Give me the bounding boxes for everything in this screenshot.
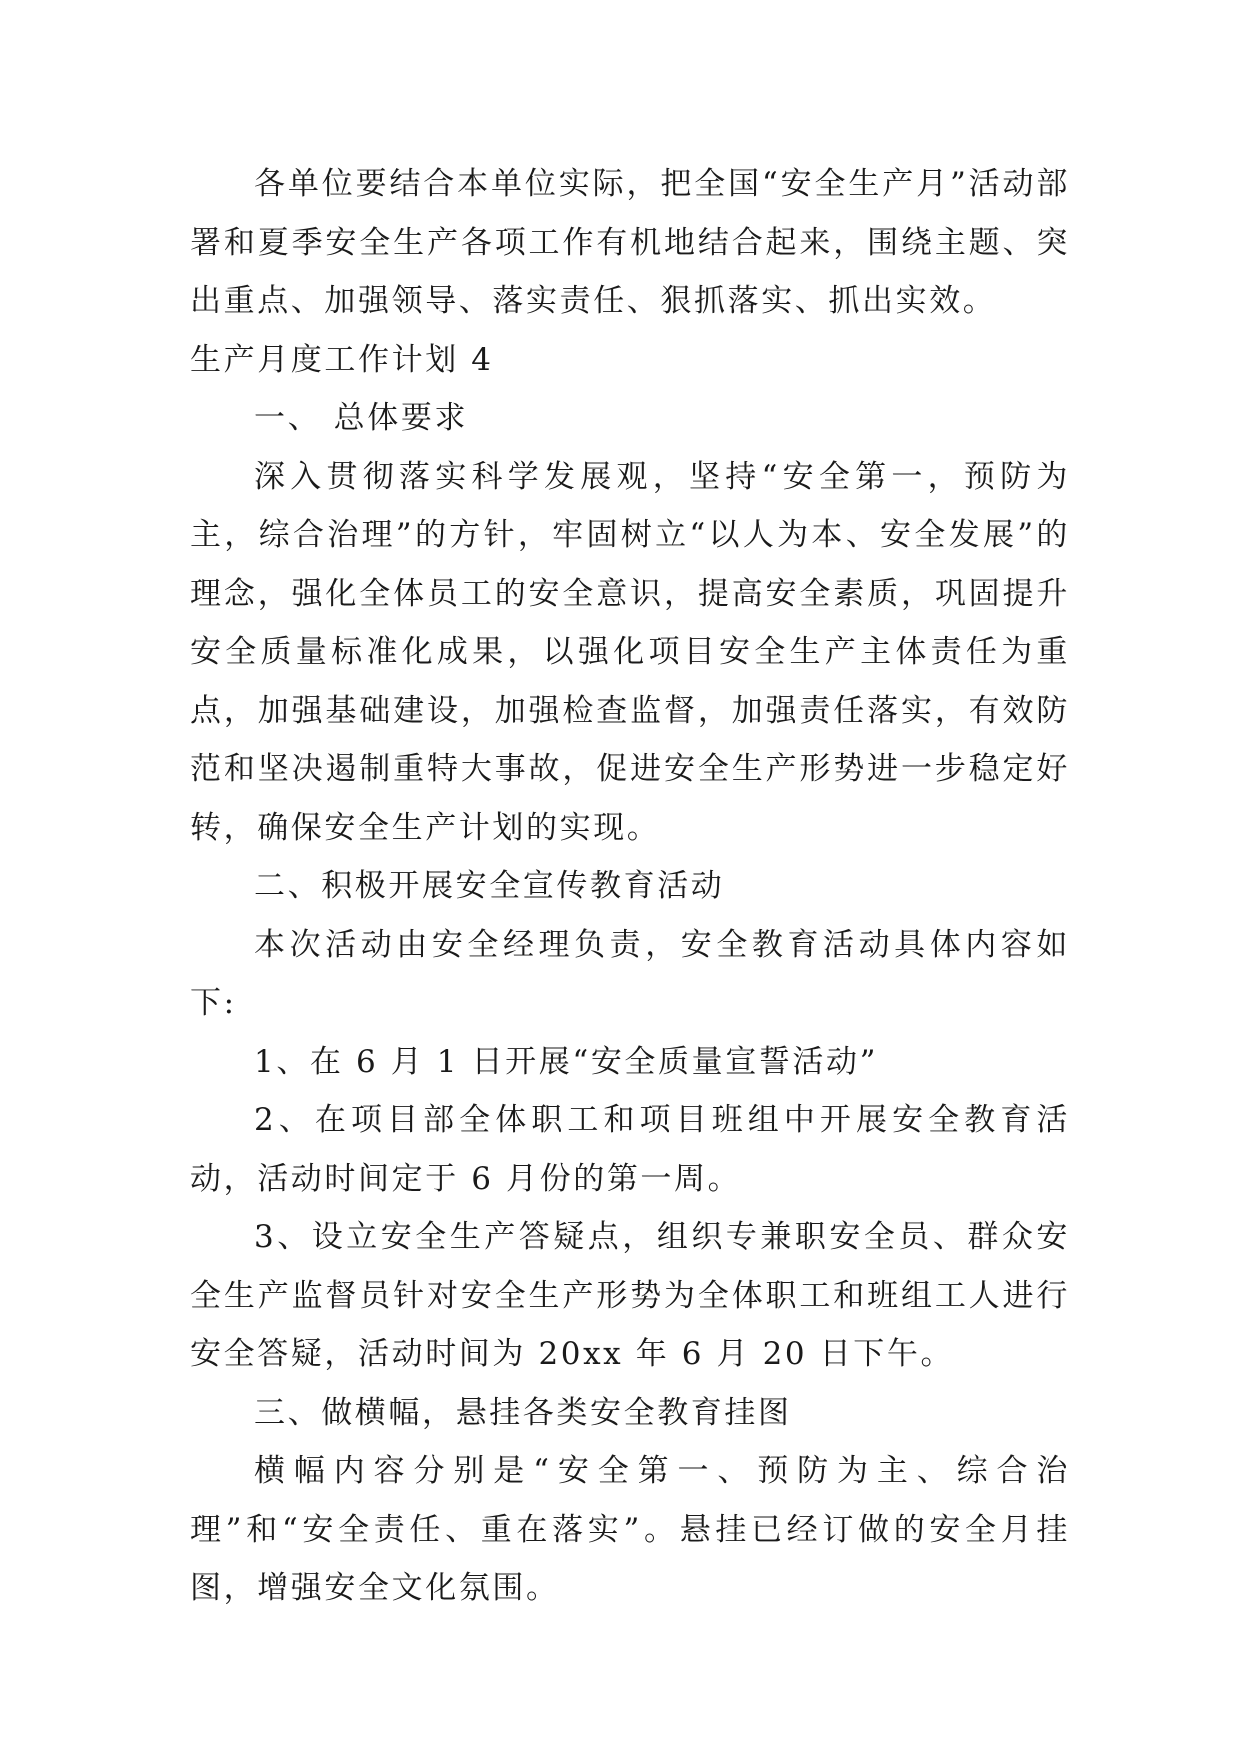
paragraph-overall-requirements: 深入贯彻落实科学发展观，坚持“安全第一，预防为主，综合治理”的方针，牢固树立“以人为本、安全发展”的理念，强化全体员工的安全意识，提高安全素质，巩固提升安全质量标准化成果，以强化项目安全生产主体责任为重点，加强基础建设，加强检查监督，加强责任落实，有效防范和坚决遏制重特大事故，促进安全生产形势进一步稳定好转，确保安全生产计划的实现。 <box>190 458 1070 846</box>
document-page <box>190 155 1070 1618</box>
list-item-2: 2、在项目部全体职工和项目班组中开展安全教育活动，活动时间定于 6 月份的第一周。 <box>190 1102 1070 1197</box>
list-item-1: 1、在 6 月 1 日开展“安全质量宣誓活动” <box>254 1043 879 1080</box>
paragraph-activity-owner: 本次活动由安全经理负责，安全教育活动具体内容如下: <box>190 926 1070 1021</box>
paragraph-intro: 各单位要结合本单位实际，把全国“安全生产月”活动部署和夏季安全生产各项工作有机地结合起来，围绕主题、突出重点、加强领导、落实责任、狠抓落实、抓出实效。 <box>190 166 1070 319</box>
list-item-3: 3、设立安全生产答疑点，组织专兼职安全员、群众安全生产监督员针对安全生产形势为全体职工和班组工人进行安全答疑，活动时间为 20xx 年 6 月 20 日下午。 <box>190 1219 1070 1372</box>
paragraph-banners: 横幅内容分别是“安全第一、预防为主、综合治理”和“安全责任、重在落实”。悬挂已经订做的安全月挂图，增强安全文化氛围。 <box>190 1453 1070 1606</box>
heading-education-activities: 二、积极开展安全宣传教育活动 <box>254 868 725 904</box>
heading-overall-requirements: 一、 总体要求 <box>254 400 469 436</box>
section-heading-plan-4: 生产月度工作计划 4 <box>190 341 494 378</box>
heading-banners: 三、做横幅，悬挂各类安全教育挂图 <box>254 1394 792 1431</box>
